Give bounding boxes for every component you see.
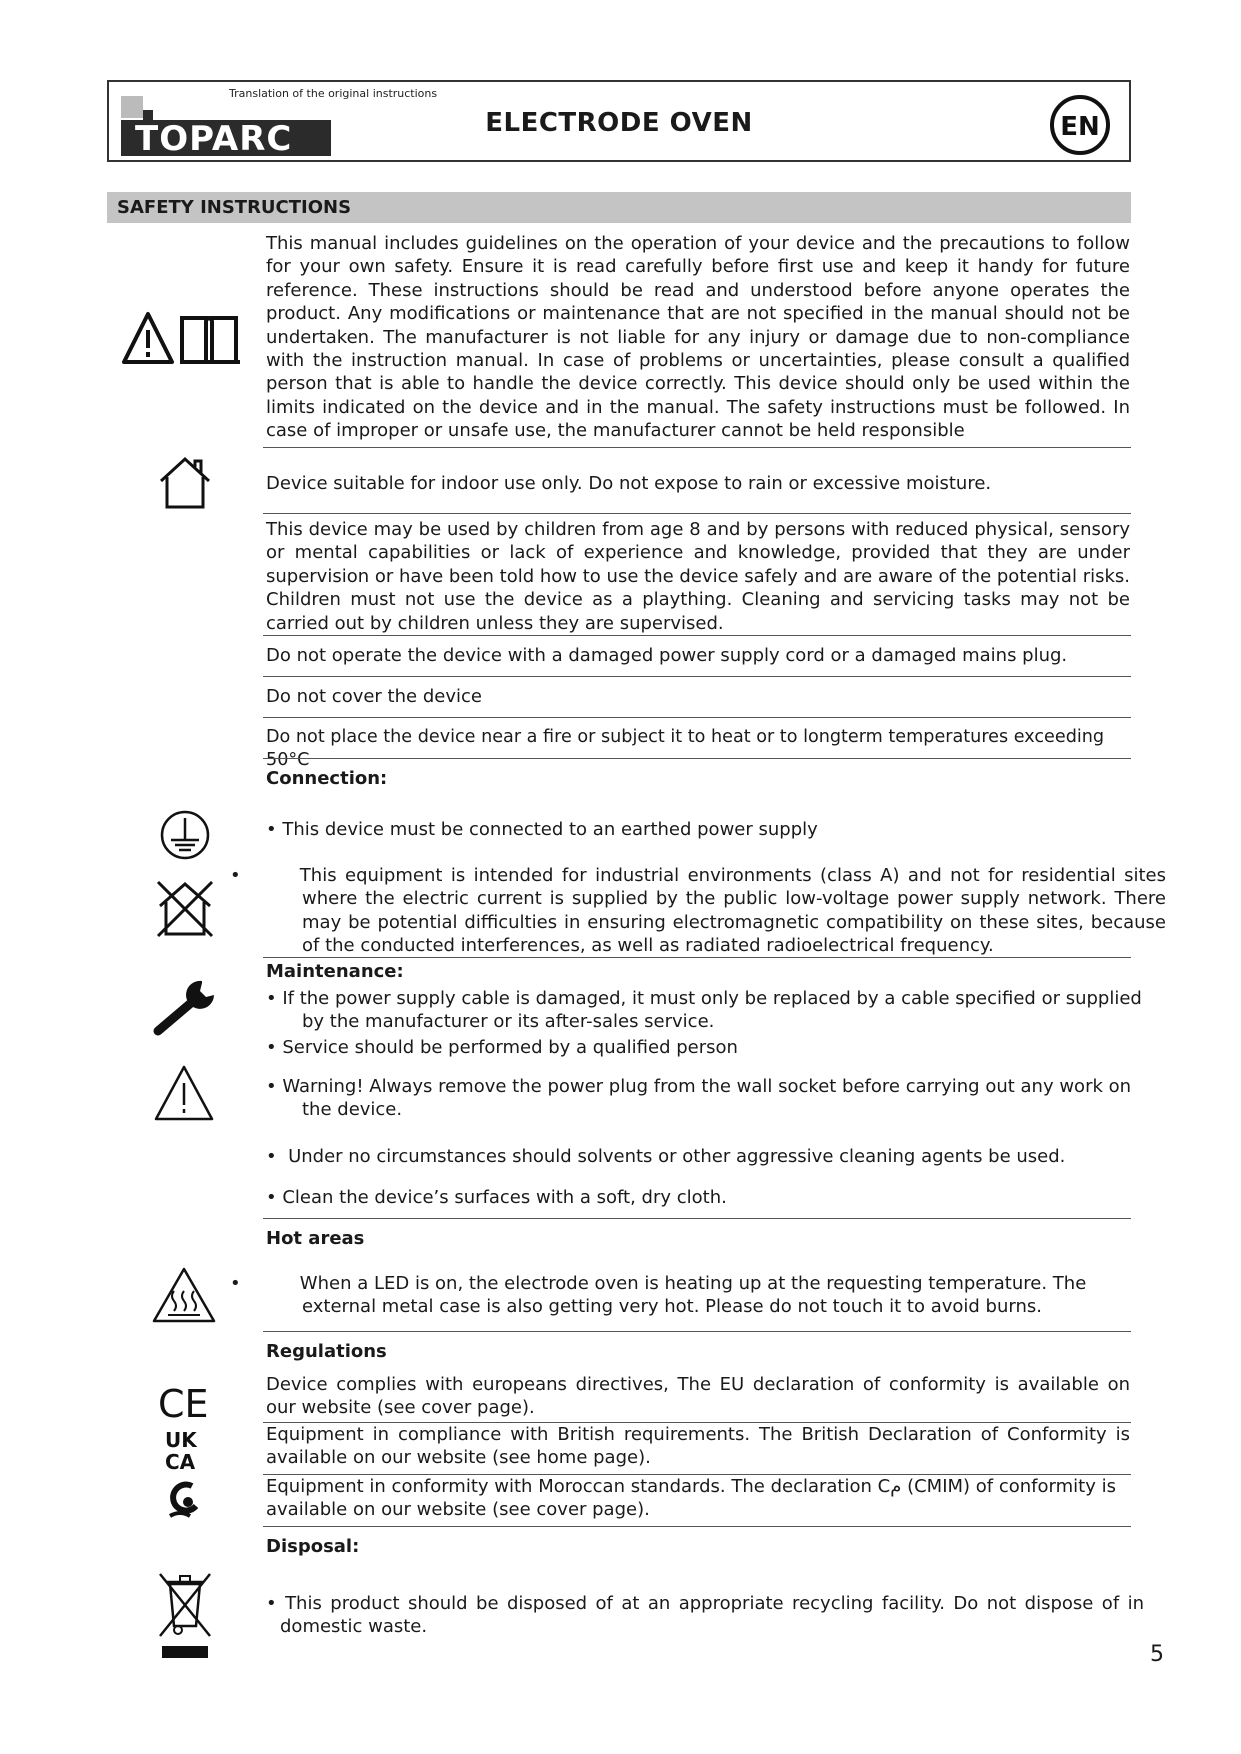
hot-surface-icon — [150, 1265, 218, 1325]
ukca-mark-line-2: CA — [165, 1450, 196, 1473]
divider — [263, 513, 1131, 514]
list-item: • If the power supply cable is damaged, it must only be replaced by a cable specified or supplied by the manufacturer or its after-sales service. — [266, 988, 1142, 1033]
language-code: EN — [1060, 112, 1100, 142]
children-paragraph: This device may be used by children from age 8 and by persons with reduced physical, sensory or mental capabilities or lack of experience and knowledge, provided that they are under supervision or have been told how to use the device safely and are aware of the potential risks. Children must not use the device as a plaything. Cleaning and servicing tasks may not be carried out by children unless they are supervised. — [266, 519, 1130, 634]
indoor-house-icon — [155, 455, 215, 511]
page-number: 5 — [1150, 1642, 1164, 1667]
list-item: • Service should be performed by a qualified person — [266, 1037, 738, 1058]
qualified-service-text: Service should be performed by a qualified person — [282, 1037, 738, 1058]
divider — [263, 635, 1131, 636]
indoor-use-text: Device suitable for indoor use only. Do not expose to rain or excessive moisture. — [266, 473, 992, 494]
ce-conformity-text: Device complies with europeans directives, The EU declaration of conformity is available on our website (see cover page). — [266, 1374, 1130, 1419]
no-residential-icon — [154, 878, 216, 940]
regulations-heading: Regulations — [266, 1341, 387, 1362]
earthed-supply-text: This device must be connected to an earthed power supply — [282, 819, 818, 840]
divider — [263, 1526, 1131, 1527]
list-item: • Clean the device’s surfaces with a soft, dry cloth. — [266, 1187, 727, 1208]
morocco-conformity-text: Equipment in conformity with Moroccan standards. The declaration Cم (CMIM) of conformity is available on our website (see cover page). — [266, 1476, 1116, 1521]
hot-areas-text: When a LED is on, the electrode oven is heating up at the requesting temperature. The external metal case is also getting very hot. Please do not touch it to avoid burns. — [299, 1273, 1087, 1318]
list-item: • Warning! Always remove the power plug from the wall socket before carrying out any work on the device. — [266, 1076, 1132, 1121]
document-title: ELECTRODE OVEN — [485, 108, 753, 138]
divider — [263, 1218, 1131, 1219]
divider — [263, 447, 1131, 448]
section-title: SAFETY INSTRUCTIONS — [117, 197, 352, 218]
divider — [263, 717, 1131, 718]
list-item: • This equipment is intended for industrial environments (class A) and not for residential sites where the electric current is supplied by the public low-voltage power supply network. There may be potential difficulties in ensuring electromagnetic compatibility on these sites, because of the conducted interferences, as well as radiated radioelectrical frequency. — [230, 865, 1166, 957]
fire-heat-text: Do not place the device near a fire or subject it to heat or to longterm temperatures exceeding 50°C — [266, 727, 1105, 771]
hot-areas-heading: Hot areas — [266, 1228, 365, 1249]
document-header — [107, 80, 1131, 162]
list-item: • This device must be connected to an earthed power supply — [266, 819, 818, 840]
warning-read-manual-icon — [122, 310, 246, 366]
logo-text: TOPARC — [135, 119, 293, 156]
divider — [263, 1331, 1131, 1332]
cmim-mark-icon — [166, 1478, 206, 1520]
ukca-mark-line-1: UK — [165, 1428, 197, 1452]
do-not-cover-text: Do not cover the device — [266, 686, 482, 707]
wrench-icon — [150, 975, 220, 1037]
maintenance-heading: Maintenance: — [266, 961, 404, 982]
disposal-text: This product should be disposed of at an appropriate recycling facility. Do not dispose of in domestic waste. — [280, 1593, 1144, 1638]
connection-heading: Connection: — [266, 768, 388, 789]
translation-note: Translation of the original instructions — [229, 87, 438, 100]
language-badge — [1049, 94, 1111, 156]
divider — [263, 758, 1131, 759]
ce-mark-icon — [158, 1383, 212, 1423]
section-bar — [107, 192, 1131, 223]
divider — [263, 676, 1131, 677]
divider — [263, 957, 1131, 958]
warning-triangle-icon — [152, 1063, 216, 1123]
weee-bin-icon — [156, 1570, 214, 1660]
list-item: • When a LED is on, the electrode oven is heating up at the requesting temperature. The external metal case is also getting very hot. Please do not touch it to avoid burns. — [230, 1273, 1087, 1318]
damaged-cord-text: Do not operate the device with a damaged power supply cord or a damaged mains plug. — [266, 645, 1068, 666]
earth-ground-icon — [158, 808, 212, 862]
clean-cloth-text: Clean the device’s surfaces with a soft, dry cloth. — [282, 1187, 727, 1208]
ukca-mark-icon — [163, 1427, 209, 1473]
unplug-warning-text: Warning! Always remove the power plug from the wall socket before carrying out any work on the device. — [282, 1076, 1132, 1121]
class-a-text: This equipment is intended for industrial environments (class A) and not for residential sites where the electric current is supplied by the public low-voltage power supply network. There may be potential difficulties in ensuring electromagnetic compatibility on these sites, because of the conducted interferences, as well as radiated radioelectrical frequency. — [299, 865, 1166, 957]
no-solvents-text: Under no circumstances should solvents or other aggressive cleaning agents be used. — [288, 1146, 1066, 1167]
cable-replacement-text: If the power supply cable is damaged, it must only be replaced by a cable specified or supplied by the manufacturer or its after-sales service. — [282, 988, 1142, 1033]
list-item: • Under no circumstances should solvents or other aggressive cleaning agents be used. — [266, 1146, 1066, 1167]
ukca-conformity-text: Equipment in compliance with British requirements. The British Declaration of Conformity is available on our website (see home page). — [266, 1424, 1130, 1469]
list-item: • This product should be disposed of at an appropriate recycling facility. Do not dispose of in domestic waste. — [266, 1593, 1144, 1638]
ce-mark-text: CE — [158, 1383, 209, 1423]
intro-paragraph: This manual includes guidelines on the operation of your device and the precautions to follow for your own safety. Ensure it is read carefully before first use and keep it handy for future reference. These instructions should be read and understood before anyone operates the product. Any modifications or maintenance that are not specified in the manual should not be undertaken. The manufacturer is not liable for any injury or damage due to non-compliance with the instruction manual. In case of problems or uncertainties, please consult a qualified person that is able to handle the device correctly. This device should only be used within the limits indicated on the device and in the manual. The safety instructions must be followed. In case of improper or unsafe use, the manufacturer cannot be held responsible — [266, 233, 1130, 442]
disposal-heading: Disposal: — [266, 1536, 360, 1557]
